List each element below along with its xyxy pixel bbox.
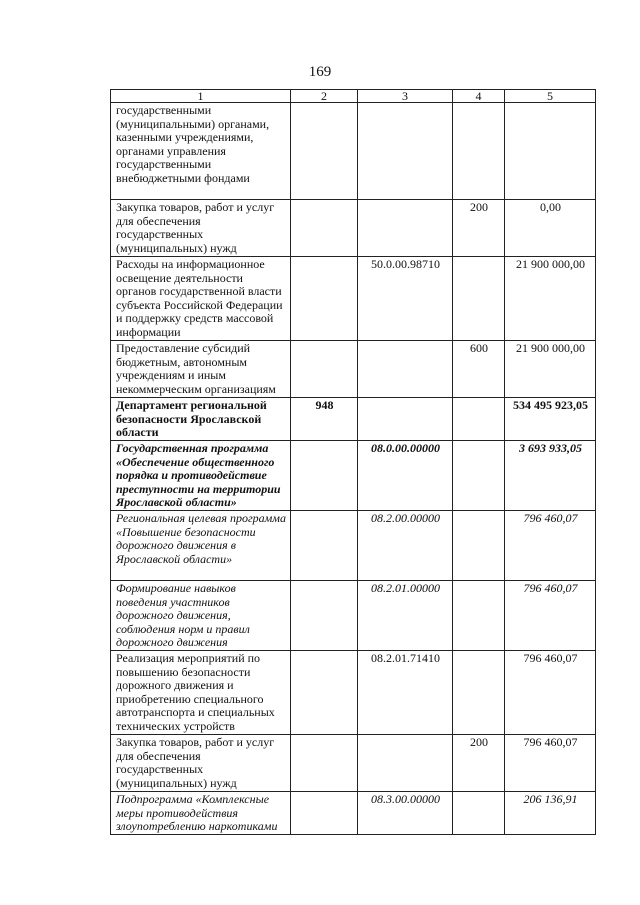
row-code: 08.2.01.71410 — [358, 651, 453, 735]
row-dept — [291, 103, 358, 200]
table-row — [111, 257, 596, 341]
row-dept — [291, 511, 358, 581]
header-row — [111, 90, 596, 103]
row-amount: 796 460,07 — [505, 581, 596, 651]
row-name: Закупка товаров, работ и услуг для обеспечения государственных (муниципальных) нужд — [111, 735, 291, 792]
row-dept — [291, 341, 358, 398]
row-amount: 0,00 — [505, 200, 596, 257]
row-amount: 796 460,07 — [505, 511, 596, 581]
table-row — [111, 200, 596, 257]
department-row — [111, 398, 596, 441]
row-type — [453, 651, 505, 735]
row-code — [358, 341, 453, 398]
row-name: Реализация мероприятий по повышению безопасности дорожного движения и приобретению специального автотранспорта и специальных технических устройств — [111, 651, 291, 735]
row-amount: 206 136,91 — [505, 792, 596, 835]
table-row — [111, 651, 596, 735]
budget-table — [110, 89, 596, 835]
row-code: 08.2.01.00000 — [358, 581, 453, 651]
page-number: 169 — [308, 64, 332, 80]
subprogram-row — [111, 792, 596, 835]
row-dept — [291, 581, 358, 651]
header-col-2: 2 — [291, 90, 358, 103]
row-dept — [291, 257, 358, 341]
row-name: Закупка товаров, работ и услуг для обеспечения государственных (муниципальных) нужд — [111, 200, 291, 257]
header-col-4: 4 — [453, 90, 505, 103]
row-type — [453, 792, 505, 835]
header-col-3: 3 — [358, 90, 453, 103]
row-dept — [291, 200, 358, 257]
row-dept — [291, 441, 358, 511]
row-type — [453, 103, 505, 200]
row-amount: 534 495 923,05 — [505, 398, 596, 441]
table-row — [111, 103, 596, 200]
row-amount: 21 900 000,00 — [505, 257, 596, 341]
row-amount: 21 900 000,00 — [505, 341, 596, 398]
row-name: государственными (муниципальными) органами, казенными учреждениями, органами управления государственными внебюджетными фондами — [111, 103, 291, 200]
row-amount: 3 693 933,05 — [505, 441, 596, 511]
row-name: Формирование навыков поведения участников дорожного движения, соблюдения норм и правил дорожного движения — [111, 581, 291, 651]
row-dept — [291, 792, 358, 835]
row-name: Департамент региональной безопасности Ярославской области — [111, 398, 291, 441]
row-name: Подпрограмма «Комплексные меры противодействия злоупотреблению наркотиками — [111, 792, 291, 835]
row-name: Предоставление субсидий бюджетным, автономным учреждениям и иным некоммерческим организациям — [111, 341, 291, 398]
row-code — [358, 103, 453, 200]
row-type — [453, 581, 505, 651]
row-dept — [291, 735, 358, 792]
row-code: 08.3.00.00000 — [358, 792, 453, 835]
row-code: 08.2.00.00000 — [358, 511, 453, 581]
row-type — [453, 441, 505, 511]
row-amount — [505, 103, 596, 200]
row-name: Региональная целевая программа «Повышение безопасности дорожного движения в Ярославской области» — [111, 511, 291, 581]
program-row — [111, 441, 596, 511]
row-type: 200 — [453, 735, 505, 792]
row-amount: 796 460,07 — [505, 735, 596, 792]
row-amount: 796 460,07 — [505, 651, 596, 735]
header-col-5: 5 — [505, 90, 596, 103]
target-program-row — [111, 511, 596, 581]
table-row — [111, 341, 596, 398]
row-name: Расходы на информационное освещение деятельности органов государственной власти субъекта Российской Федерации и поддержку средств массовой информации — [111, 257, 291, 341]
table-row — [111, 735, 596, 792]
row-type — [453, 257, 505, 341]
row-dept — [291, 651, 358, 735]
row-type: 200 — [453, 200, 505, 257]
row-name: Государственная программа «Обеспечение общественного порядка и противодействие преступности на территории Ярославской области» — [111, 441, 291, 511]
row-code — [358, 398, 453, 441]
row-code — [358, 735, 453, 792]
row-code — [358, 200, 453, 257]
row-type — [453, 398, 505, 441]
row-dept: 948 — [291, 398, 358, 441]
task-row — [111, 581, 596, 651]
row-code: 08.0.00.00000 — [358, 441, 453, 511]
row-code: 50.0.00.98710 — [358, 257, 453, 341]
header-col-1: 1 — [111, 90, 291, 103]
row-type — [453, 511, 505, 581]
row-type: 600 — [453, 341, 505, 398]
